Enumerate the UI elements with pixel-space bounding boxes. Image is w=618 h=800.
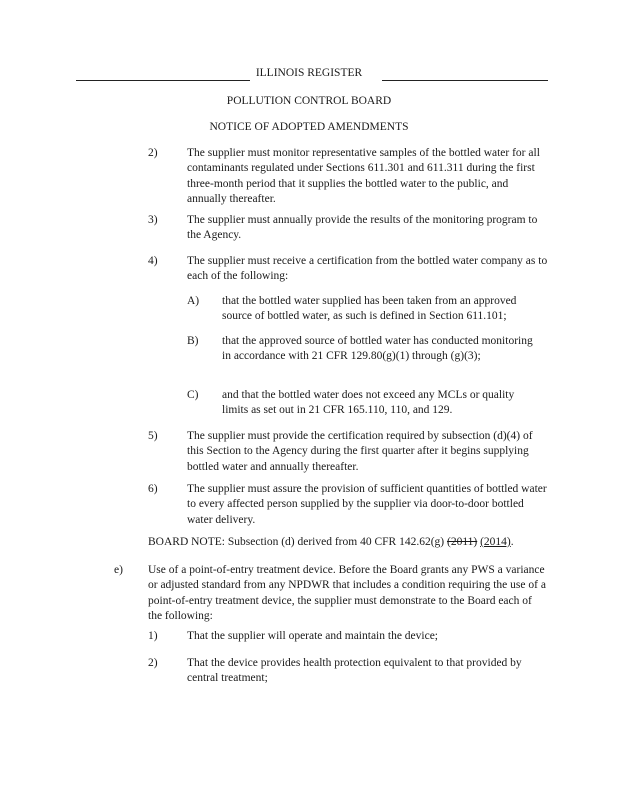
board-note-end: . <box>510 536 514 548</box>
item-number: 1) <box>148 630 158 642</box>
section-text: Use of a point-of-entry treatment device. Before the Board grants any PWS a variance or adjusted standard from any NPDWR that includes a condition requiring the use of a point-of-entry treatment device, the supplier must demonstrate to the Board each of the following: <box>148 564 546 623</box>
subitem-text: and that the bottled water does not exceed any MCLs or quality limits as set out in 21 CFR 165.110, 110, and 129. <box>222 389 515 417</box>
subitem-text: that the bottled water supplied has been taken from an approved source of bottled water, as such is defined in Section 611.101; <box>222 295 517 323</box>
item-number: 5) <box>148 430 158 442</box>
item-number: 6) <box>148 483 158 495</box>
subitem-text: that the approved source of bottled water has conducted monitoring in accordance with 21 CFR 129.80(g)(1) through (g)(3); <box>222 335 533 363</box>
board-note <box>148 535 558 550</box>
subitem-letter: A) <box>187 295 200 307</box>
item-number: 2) <box>148 147 158 159</box>
added-year: (2014) <box>480 536 511 548</box>
item-number: 2) <box>148 657 158 669</box>
item-text: The supplier must annually provide the results of the monitoring program to the Agency. <box>187 214 538 242</box>
item-text: That the device provides health protection equivalent to that provided by central treatment; <box>187 657 522 685</box>
section-letter: e) <box>114 564 123 576</box>
item-text: The supplier must provide the certification required by subsection (d)(4) of this Section to the Agency during the first quarter after it begins supplying bottled water and annually thereafter. <box>187 430 533 473</box>
subitem-letter: B) <box>187 335 199 347</box>
item-number: 3) <box>148 214 158 226</box>
board-note-text: BOARD NOTE: Subsection (d) derived from 40 CFR 142.62(g) <box>148 536 447 548</box>
header-rule-right <box>382 80 548 81</box>
item-text: The supplier must assure the provision of sufficient quantities of bottled water to every affected person supplied by the supplier via door-to-door bottled water delivery. <box>187 483 547 526</box>
header-rule-left <box>76 80 250 81</box>
struck-year: (2011) <box>446 536 478 548</box>
item-text: The supplier must monitor representative samples of the bottled water for all contaminants regulated under Sections 611.301 and 611.311 during the first three-month period that it supplies the bottled water to the public, and annually thereafter. <box>187 147 540 206</box>
notice-title: NOTICE OF ADOPTED AMENDMENTS <box>209 121 409 133</box>
item-text: That the supplier will operate and maintain the device; <box>187 630 438 642</box>
subitem-letter: C) <box>187 389 199 401</box>
register-title: ILLINOIS REGISTER <box>255 67 363 79</box>
item-number: 4) <box>148 255 158 267</box>
agency-title: POLLUTION CONTROL BOARD <box>226 95 392 107</box>
item-text: The supplier must receive a certification from the bottled water company as to each of the following: <box>187 255 548 283</box>
